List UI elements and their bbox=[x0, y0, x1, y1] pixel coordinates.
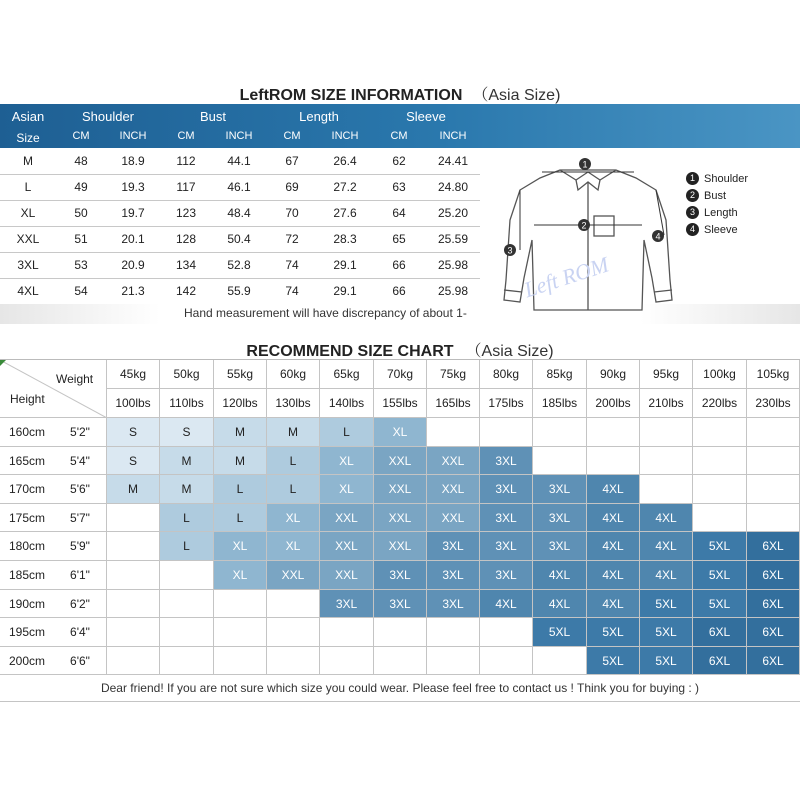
empty-cell bbox=[160, 618, 214, 647]
measurement-cell: 25.98 bbox=[437, 258, 469, 272]
size-cell: 3XL bbox=[427, 561, 480, 590]
empty-cell bbox=[587, 447, 640, 475]
measurement-cell: 19.7 bbox=[121, 206, 145, 220]
measurement-cell: 74 bbox=[285, 258, 299, 272]
empty-cell bbox=[374, 618, 427, 647]
size-cell: M bbox=[267, 418, 320, 447]
size-cell: 6XL bbox=[747, 647, 800, 675]
size-cell: M bbox=[214, 447, 267, 475]
legend-number: 3 bbox=[686, 206, 699, 219]
size-cell: XXL bbox=[374, 532, 427, 561]
unit-cm: CM bbox=[177, 130, 195, 142]
height-ft: 5'7" bbox=[54, 504, 107, 532]
size-cell: 4XL bbox=[587, 475, 640, 504]
height-ft: 5'2" bbox=[54, 418, 107, 447]
legend-number: 2 bbox=[686, 189, 699, 202]
size-cell: 3XL bbox=[480, 447, 533, 475]
measurement-cell: 70 bbox=[285, 206, 299, 220]
size-cell: 6XL bbox=[747, 618, 800, 647]
weight-lbs-header: 210lbs bbox=[640, 389, 693, 418]
weight-lbs-header: 230lbs bbox=[747, 389, 800, 418]
legend-label: Shoulder bbox=[704, 172, 749, 185]
weight-lbs-header: 200lbs bbox=[587, 389, 640, 418]
size-table-row bbox=[0, 148, 800, 176]
empty-cell bbox=[214, 647, 267, 675]
empty-cell bbox=[693, 418, 747, 447]
size-label: XL bbox=[20, 206, 36, 220]
marker-2: 2 bbox=[581, 220, 587, 231]
unit-cm: CM bbox=[72, 130, 90, 142]
height-ft: 6'4" bbox=[54, 618, 107, 647]
empty-cell bbox=[747, 504, 800, 532]
measurement-cell: 66 bbox=[392, 284, 406, 298]
empty-cell bbox=[533, 647, 587, 675]
legend-item bbox=[686, 170, 748, 187]
marker-3: 3 bbox=[507, 245, 513, 256]
measurement-cell: 49 bbox=[74, 180, 88, 194]
empty-cell bbox=[267, 647, 320, 675]
empty-cell bbox=[214, 590, 267, 618]
empty-cell bbox=[107, 647, 160, 675]
size-cell: XL bbox=[320, 447, 374, 475]
size-cell: XL bbox=[214, 532, 267, 561]
empty-cell bbox=[427, 647, 480, 675]
empty-cell bbox=[747, 447, 800, 475]
empty-cell bbox=[640, 418, 693, 447]
weight-kg-header: 45kg bbox=[107, 360, 160, 389]
height-ft: 6'1" bbox=[54, 561, 107, 590]
size-cell: 3XL bbox=[374, 561, 427, 590]
size-cell: S bbox=[107, 418, 160, 447]
measurement-cell: 46.1 bbox=[227, 180, 251, 194]
measurement-cell: 69 bbox=[285, 180, 299, 194]
weight-lbs-header: 140lbs bbox=[320, 389, 374, 418]
page-title bbox=[0, 82, 800, 105]
weight-label: Weight bbox=[56, 372, 94, 386]
size-cell: 3XL bbox=[533, 504, 587, 532]
marker-1: 1 bbox=[582, 159, 588, 170]
weight-kg-header: 65kg bbox=[320, 360, 374, 389]
marker-4: 4 bbox=[655, 231, 661, 242]
size-cell: 4XL bbox=[587, 532, 640, 561]
measurement-cell: 25.59 bbox=[437, 232, 469, 246]
size-cell: L bbox=[214, 504, 267, 532]
size-cell: 5XL bbox=[640, 590, 693, 618]
empty-cell bbox=[107, 561, 160, 590]
size-cell: 3XL bbox=[480, 504, 533, 532]
measurement-cell: 142 bbox=[175, 284, 197, 298]
header-size: Size bbox=[16, 131, 40, 145]
legend-number: 1 bbox=[686, 172, 699, 185]
measurement-cell: 20.9 bbox=[121, 258, 145, 272]
size-cell: 5XL bbox=[587, 618, 640, 647]
height-cm: 200cm bbox=[0, 647, 54, 675]
measurement-cell: 44.1 bbox=[227, 154, 251, 168]
height-cm: 175cm bbox=[0, 504, 54, 532]
height-ft: 5'9" bbox=[54, 532, 107, 561]
size-cell: XXL bbox=[427, 447, 480, 475]
weight-lbs-header: 100lbs bbox=[107, 389, 160, 418]
height-ft: 6'2" bbox=[54, 590, 107, 618]
legend-item bbox=[686, 204, 748, 221]
size-cell: 3XL bbox=[320, 590, 374, 618]
unit-inch: INCH bbox=[331, 130, 359, 142]
watermark-text: Left ROM bbox=[520, 251, 612, 303]
size-table-row bbox=[0, 174, 800, 202]
measurement-cell: 53 bbox=[74, 258, 88, 272]
empty-cell bbox=[640, 447, 693, 475]
height-cm: 195cm bbox=[0, 618, 54, 647]
measurement-cell: 51 bbox=[74, 232, 88, 246]
weight-lbs-header: 155lbs bbox=[374, 389, 427, 418]
weight-kg-header: 85kg bbox=[533, 360, 587, 389]
measurement-cell: 117 bbox=[176, 180, 196, 194]
unit-inch: INCH bbox=[225, 130, 253, 142]
size-cell: M bbox=[160, 447, 214, 475]
empty-cell bbox=[747, 475, 800, 504]
size-cell: XL bbox=[267, 532, 320, 561]
size-cell: 6XL bbox=[747, 561, 800, 590]
size-cell: 6XL bbox=[747, 532, 800, 561]
size-cell: XXL bbox=[374, 447, 427, 475]
empty-cell bbox=[107, 532, 160, 561]
size-cell: 5XL bbox=[693, 561, 747, 590]
measurement-cell: 62 bbox=[392, 154, 406, 168]
size-cell: 4XL bbox=[640, 561, 693, 590]
size-cell: XXL bbox=[427, 504, 480, 532]
weight-kg-header: 60kg bbox=[267, 360, 320, 389]
size-cell: 3XL bbox=[533, 475, 587, 504]
header-sleeve: Sleeve bbox=[406, 109, 446, 124]
header-bust: Bust bbox=[199, 109, 226, 124]
size-cell: 3XL bbox=[480, 532, 533, 561]
height-cm: 160cm bbox=[0, 418, 54, 447]
size-cell: S bbox=[107, 447, 160, 475]
title-sub: （Asia Size) bbox=[472, 87, 561, 104]
size-cell: 6XL bbox=[693, 618, 747, 647]
size-cell: M bbox=[107, 475, 160, 504]
weight-kg-header: 70kg bbox=[374, 360, 427, 389]
measurement-cell: 29.1 bbox=[333, 284, 357, 298]
size-cell: 5XL bbox=[587, 647, 640, 675]
height-ft: 5'6" bbox=[54, 475, 107, 504]
size-cell: 5XL bbox=[533, 618, 587, 647]
unit-cm: CM bbox=[283, 130, 301, 142]
measurement-cell: 48.4 bbox=[227, 206, 251, 220]
measurement-cell: 19.3 bbox=[121, 180, 145, 194]
empty-cell bbox=[160, 647, 214, 675]
weight-kg-header: 50kg bbox=[160, 360, 214, 389]
empty-cell bbox=[160, 561, 214, 590]
empty-cell bbox=[693, 447, 747, 475]
size-cell: L bbox=[214, 475, 267, 504]
size-cell: M bbox=[160, 475, 214, 504]
note-text: Hand measurement will have discrepancy of about 1- bbox=[184, 306, 467, 320]
size-cell: 3XL bbox=[480, 561, 533, 590]
size-cell: 4XL bbox=[640, 504, 693, 532]
size-label: XXL bbox=[16, 232, 40, 246]
measurement-cell: 134 bbox=[175, 258, 197, 272]
measurement-cell: 55.9 bbox=[227, 284, 251, 298]
measurement-cell: 63 bbox=[392, 180, 406, 194]
size-cell: XL bbox=[320, 475, 374, 504]
title-brand: LeftROM SIZE INFORMATION bbox=[239, 87, 463, 104]
size-cell: 4XL bbox=[533, 590, 587, 618]
measurement-cell: 28.3 bbox=[333, 232, 357, 246]
height-ft: 5'4" bbox=[54, 447, 107, 475]
recommend-title-text: RECOMMEND SIZE CHART bbox=[246, 343, 454, 360]
measurement-cell: 74 bbox=[285, 284, 299, 298]
size-cell: XXL bbox=[374, 475, 427, 504]
height-cm: 185cm bbox=[0, 561, 54, 590]
weight-kg-header: 90kg bbox=[587, 360, 640, 389]
size-cell: 4XL bbox=[587, 590, 640, 618]
weight-lbs-header: 175lbs bbox=[480, 389, 533, 418]
measurement-cell: 64 bbox=[392, 206, 406, 220]
size-cell: 5XL bbox=[693, 532, 747, 561]
recommend-sub: （Asia Size) bbox=[465, 343, 554, 360]
empty-cell bbox=[533, 418, 587, 447]
header-length: Length bbox=[299, 109, 339, 124]
unit-inch: INCH bbox=[439, 130, 467, 142]
measurement-cell: 26.4 bbox=[333, 154, 357, 168]
empty-cell bbox=[107, 618, 160, 647]
size-cell: XXL bbox=[427, 475, 480, 504]
recommend-title bbox=[0, 338, 800, 361]
empty-cell bbox=[480, 418, 533, 447]
size-cell: 4XL bbox=[480, 590, 533, 618]
size-cell: 3XL bbox=[427, 590, 480, 618]
measurement-cell: 66 bbox=[392, 258, 406, 272]
empty-cell bbox=[533, 447, 587, 475]
size-table-row bbox=[0, 252, 800, 280]
size-cell: XXL bbox=[320, 532, 374, 561]
size-cell: XL bbox=[267, 504, 320, 532]
legend-label: Length bbox=[704, 206, 738, 219]
empty-cell bbox=[160, 590, 214, 618]
size-label: L bbox=[24, 180, 32, 194]
size-cell: M bbox=[214, 418, 267, 447]
measurement-cell: 18.9 bbox=[121, 154, 145, 168]
empty-cell bbox=[747, 418, 800, 447]
legend-item bbox=[686, 187, 748, 204]
measurement-cell: 50 bbox=[74, 206, 88, 220]
size-cell: L bbox=[267, 475, 320, 504]
weight-kg-header: 105kg bbox=[747, 360, 800, 389]
size-cell: 3XL bbox=[533, 532, 587, 561]
unit-cm: CM bbox=[390, 130, 408, 142]
size-cell: L bbox=[267, 447, 320, 475]
measurement-cell: 112 bbox=[176, 154, 196, 168]
size-label: 4XL bbox=[17, 284, 39, 298]
height-cm: 170cm bbox=[0, 475, 54, 504]
size-cell: 3XL bbox=[374, 590, 427, 618]
size-label: 3XL bbox=[17, 258, 39, 272]
size-cell: L bbox=[160, 532, 214, 561]
size-cell: XL bbox=[214, 561, 267, 590]
measurement-cell: 24.80 bbox=[437, 180, 469, 194]
measurement-cell: 50.4 bbox=[227, 232, 251, 246]
measurement-cell: 25.20 bbox=[437, 206, 469, 220]
weight-kg-header: 75kg bbox=[427, 360, 480, 389]
measurement-note bbox=[0, 304, 800, 324]
size-cell: L bbox=[160, 504, 214, 532]
size-table-row bbox=[0, 278, 800, 306]
empty-cell bbox=[480, 647, 533, 675]
empty-cell bbox=[267, 590, 320, 618]
unit-inch: INCH bbox=[119, 130, 147, 142]
measurement-cell: 27.2 bbox=[333, 180, 357, 194]
size-cell: 6XL bbox=[747, 590, 800, 618]
recommend-size-grid bbox=[0, 359, 800, 702]
empty-cell bbox=[640, 475, 693, 504]
header-shoulder: Shoulder bbox=[81, 109, 135, 124]
weight-lbs-header: 165lbs bbox=[427, 389, 480, 418]
empty-cell bbox=[374, 647, 427, 675]
empty-cell bbox=[480, 618, 533, 647]
measurement-cell: 128 bbox=[175, 232, 197, 246]
measurement-cell: 48 bbox=[74, 154, 88, 168]
measurement-legend bbox=[686, 170, 748, 238]
size-cell: S bbox=[160, 418, 214, 447]
empty-cell bbox=[267, 618, 320, 647]
measurement-cell: 65 bbox=[392, 232, 406, 246]
size-table-row bbox=[0, 223, 800, 254]
header-asian: Asian bbox=[11, 109, 45, 124]
shirt-illustration bbox=[498, 150, 678, 330]
empty-cell bbox=[693, 475, 747, 504]
legend-label: Sleeve bbox=[704, 223, 738, 236]
size-cell: 6XL bbox=[693, 647, 747, 675]
measurement-cell: 29.1 bbox=[333, 258, 357, 272]
weight-lbs-header: 220lbs bbox=[693, 389, 747, 418]
measurement-cell: 123 bbox=[175, 206, 197, 220]
size-cell: XXL bbox=[374, 504, 427, 532]
measurement-cell: 72 bbox=[285, 232, 299, 246]
legend-item bbox=[686, 221, 748, 238]
empty-cell bbox=[693, 504, 747, 532]
size-cell: 5XL bbox=[693, 590, 747, 618]
size-cell: 3XL bbox=[427, 532, 480, 561]
size-cell: 4XL bbox=[587, 504, 640, 532]
weight-lbs-header: 130lbs bbox=[267, 389, 320, 418]
measurement-cell: 67 bbox=[285, 154, 299, 168]
weight-lbs-header: 110lbs bbox=[160, 389, 214, 418]
size-cell: XL bbox=[374, 418, 427, 447]
measurement-cell: 25.98 bbox=[437, 284, 469, 298]
height-cm: 165cm bbox=[0, 447, 54, 475]
empty-cell bbox=[214, 618, 267, 647]
size-cell: 5XL bbox=[640, 618, 693, 647]
legend-label: Bust bbox=[704, 189, 727, 202]
corner-diagonal bbox=[0, 360, 107, 418]
measurement-cell: 24.41 bbox=[437, 154, 469, 168]
weight-kg-header: 80kg bbox=[480, 360, 533, 389]
height-ft: 6'6" bbox=[54, 647, 107, 675]
size-cell: 4XL bbox=[533, 561, 587, 590]
measurement-cell: 52.8 bbox=[227, 258, 251, 272]
empty-cell bbox=[107, 504, 160, 532]
size-table-row bbox=[0, 200, 800, 228]
size-cell: 4XL bbox=[587, 561, 640, 590]
weight-lbs-header: 120lbs bbox=[214, 389, 267, 418]
size-table-header bbox=[0, 104, 800, 148]
weight-kg-header: 55kg bbox=[214, 360, 267, 389]
height-label: Height bbox=[10, 392, 45, 406]
empty-cell bbox=[587, 418, 640, 447]
height-cm: 180cm bbox=[0, 532, 54, 561]
size-cell: 5XL bbox=[640, 647, 693, 675]
measurement-cell: 20.1 bbox=[121, 232, 145, 246]
size-cell: XXL bbox=[320, 504, 374, 532]
measurement-cell: 21.3 bbox=[121, 284, 145, 298]
empty-cell bbox=[107, 590, 160, 618]
weight-kg-header: 100kg bbox=[693, 360, 747, 389]
size-label: M bbox=[23, 154, 33, 168]
grid-corner bbox=[0, 360, 107, 418]
weight-kg-header: 95kg bbox=[640, 360, 693, 389]
empty-cell bbox=[320, 618, 374, 647]
height-cm: 190cm bbox=[0, 590, 54, 618]
measurement-cell: 27.6 bbox=[333, 206, 357, 220]
weight-lbs-header: 185lbs bbox=[533, 389, 587, 418]
footer-message: Dear friend! If you are not sure which size you could wear. Please feel free to contact us ! Think you for buying : ) bbox=[0, 674, 800, 702]
empty-cell bbox=[427, 418, 480, 447]
empty-cell bbox=[427, 618, 480, 647]
size-cell: XXL bbox=[267, 561, 320, 590]
size-cell: XXL bbox=[320, 561, 374, 590]
legend-number: 4 bbox=[686, 223, 699, 236]
size-cell: 3XL bbox=[480, 475, 533, 504]
size-cell: L bbox=[320, 418, 374, 447]
empty-cell bbox=[320, 647, 374, 675]
measurement-cell: 54 bbox=[74, 284, 88, 298]
size-cell: 4XL bbox=[640, 532, 693, 561]
